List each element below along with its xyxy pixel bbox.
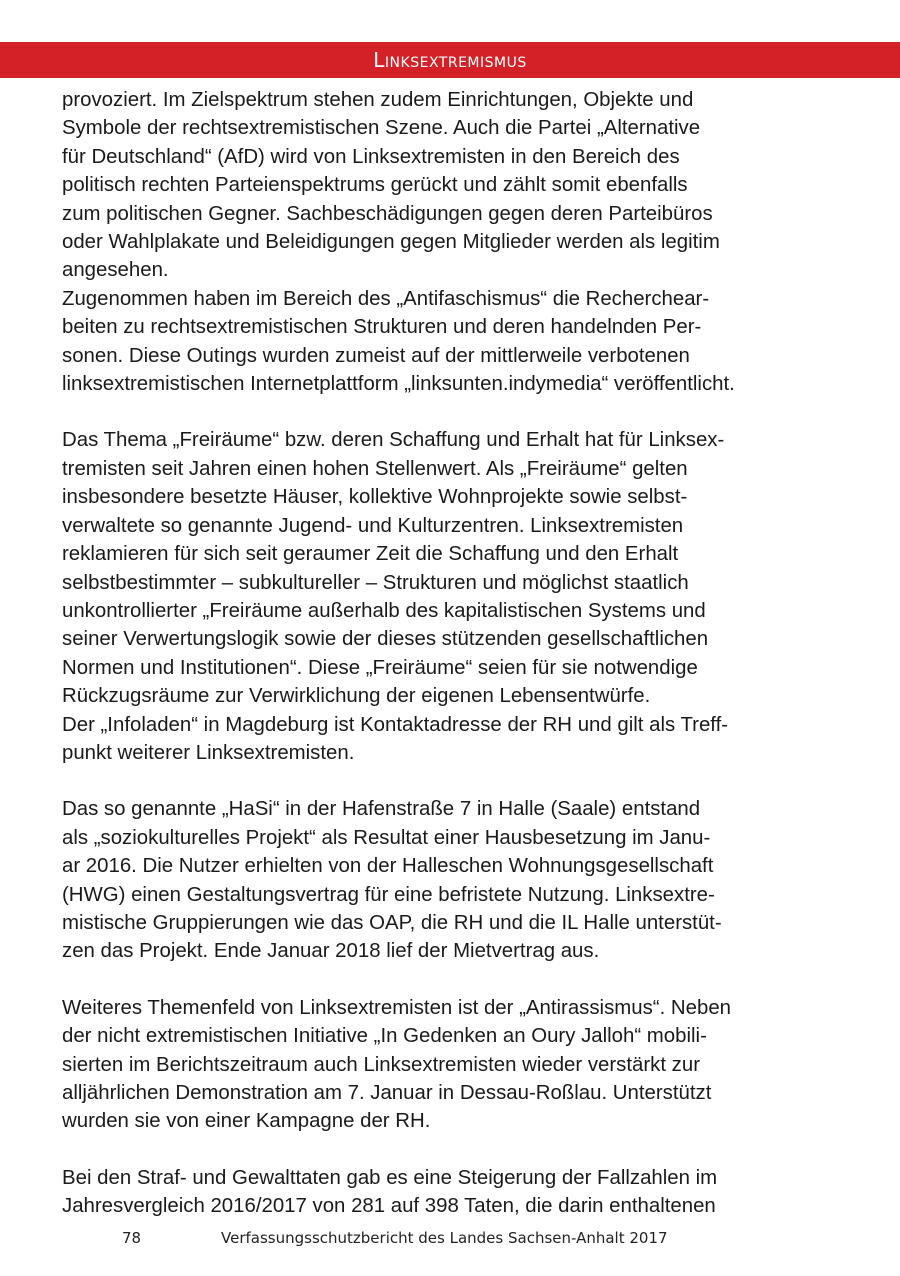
text-line: wurden sie von einer Kampagne der RH. [62, 1110, 431, 1133]
text-line: sierten im Berichtszeitraum auch Linksextremisten wieder verstärkt zur [62, 1053, 700, 1076]
text-line: (HWG) einen Gestaltungsvertrag für eine befristete Nutzung. Linksextre- [62, 883, 715, 906]
text-line: alljährlichen Demonstration am 7. Januar in Dessau-Roßlau. Unterstützt [62, 1082, 712, 1104]
page-number: 78 [122, 1229, 142, 1247]
paragraph [62, 994, 842, 1136]
body-text [62, 86, 842, 1221]
text-line: insbesondere besetzte Häuser, kollektive Wohnprojekte sowie selbst- [62, 486, 688, 509]
text-line: Jahresvergleich 2016/2017 von 281 auf 398 Taten, die darin enthaltenen [62, 1195, 716, 1218]
text-line: Normen und Institutionen“. Diese „Freiräume“ seien für sie notwendige [62, 656, 698, 679]
text-line: Zugenommen haben im Bereich des „Antifaschismus“ die Recherchear- [62, 287, 710, 310]
paragraph [62, 711, 842, 768]
text-line: der nicht extremistischen Initiative „In Gedenken an Oury Jalloh“ mobili- [62, 1025, 707, 1048]
text-line: reklamieren für sich seit geraumer Zeit die Schaffung und den Erhalt [62, 543, 679, 566]
paragraph [62, 86, 842, 285]
footer-title: Verfassungsschutzbericht des Landes Sachsen-Anhalt 2017 [221, 1229, 668, 1247]
section-header-banner [0, 42, 900, 78]
text-line: angesehen. [62, 259, 169, 282]
text-line: seiner Verwertungslogik sowie der dieses stützenden gesellschaftlichen [62, 628, 709, 651]
text-line: provoziert. Im Zielspektrum stehen zudem Einrichtungen, Objekte und [62, 89, 694, 111]
text-line: zen das Projekt. Ende Januar 2018 lief der Mietvertrag aus. [62, 940, 600, 963]
text-line: ar 2016. Die Nutzer erhielten von der Halleschen Wohnungsgesellschaft [62, 855, 714, 878]
paragraph [62, 795, 842, 965]
text-line: Symbole der rechtsextremistischen Szene. Auch die Partei „Alternative [62, 117, 701, 140]
text-line: sonen. Diese Outings wurden zumeist auf der mittlerweile verbotenen [62, 344, 690, 367]
text-line: Der „Infoladen“ in Magdeburg ist Kontaktadresse der RH und gilt als Treff- [62, 713, 729, 736]
text-line: Das Thema „Freiräume“ bzw. deren Schaffung und Erhalt hat für Linksex- [62, 429, 725, 452]
text-line: zum politischen Gegner. Sachbeschädigungen gegen deren Parteibüros [62, 202, 713, 225]
text-line: verwaltete so genannte Jugend- und Kulturzentren. Linksextremisten [62, 514, 684, 537]
text-line: oder Wahlplakate und Beleidigungen gegen Mitglieder werden als legitim [62, 231, 720, 254]
paragraph [62, 426, 842, 710]
text-line: Rückzugsräume zur Verwirklichung der eigenen Lebensentwürfe. [62, 685, 651, 708]
text-line: Bei den Straf- und Gewalttaten gab es eine Steigerung der Fallzahlen im [62, 1166, 718, 1189]
paragraph [62, 1164, 842, 1221]
text-line: punkt weiterer Linksextremisten. [62, 741, 355, 764]
page-footer [0, 1229, 900, 1251]
text-line: beiten zu rechtsextremistischen Strukturen und deren handelnden Per- [62, 316, 702, 339]
text-line: Das so genannte „HaSi“ in der Hafenstraße 7 in Halle (Saale) entstand [62, 798, 701, 821]
text-line: politisch rechten Parteienspektrums gerückt und zählt somit ebenfalls [62, 174, 688, 197]
section-title: Linksextremismus [373, 48, 527, 72]
text-line: mistische Gruppierungen wie das OAP, die RH und die IL Halle unterstüt- [62, 911, 722, 934]
text-line: als „soziokulturelles Projekt“ als Resultat einer Hausbesetzung im Janu- [62, 826, 711, 849]
text-line: selbstbestimmter – subkultureller – Strukturen und möglichst staatlich [62, 571, 689, 594]
text-line: tremisten seit Jahren einen hohen Stellenwert. Als „Freiräume“ gelten [62, 457, 688, 480]
text-line: unkontrollierter „Freiräume außerhalb des kapitalistischen Systems und [62, 599, 706, 622]
text-line: Weiteres Themenfeld von Linksextremisten ist der „Antirassismus“. Neben [62, 996, 732, 1019]
paragraph [62, 285, 842, 399]
text-line: linksextremistischen Internetplattform „linksunten.indymedia“ veröffentlicht. [62, 373, 735, 396]
text-line: für Deutschland“ (AfD) wird von Linksextremisten in den Bereich des [62, 145, 680, 168]
